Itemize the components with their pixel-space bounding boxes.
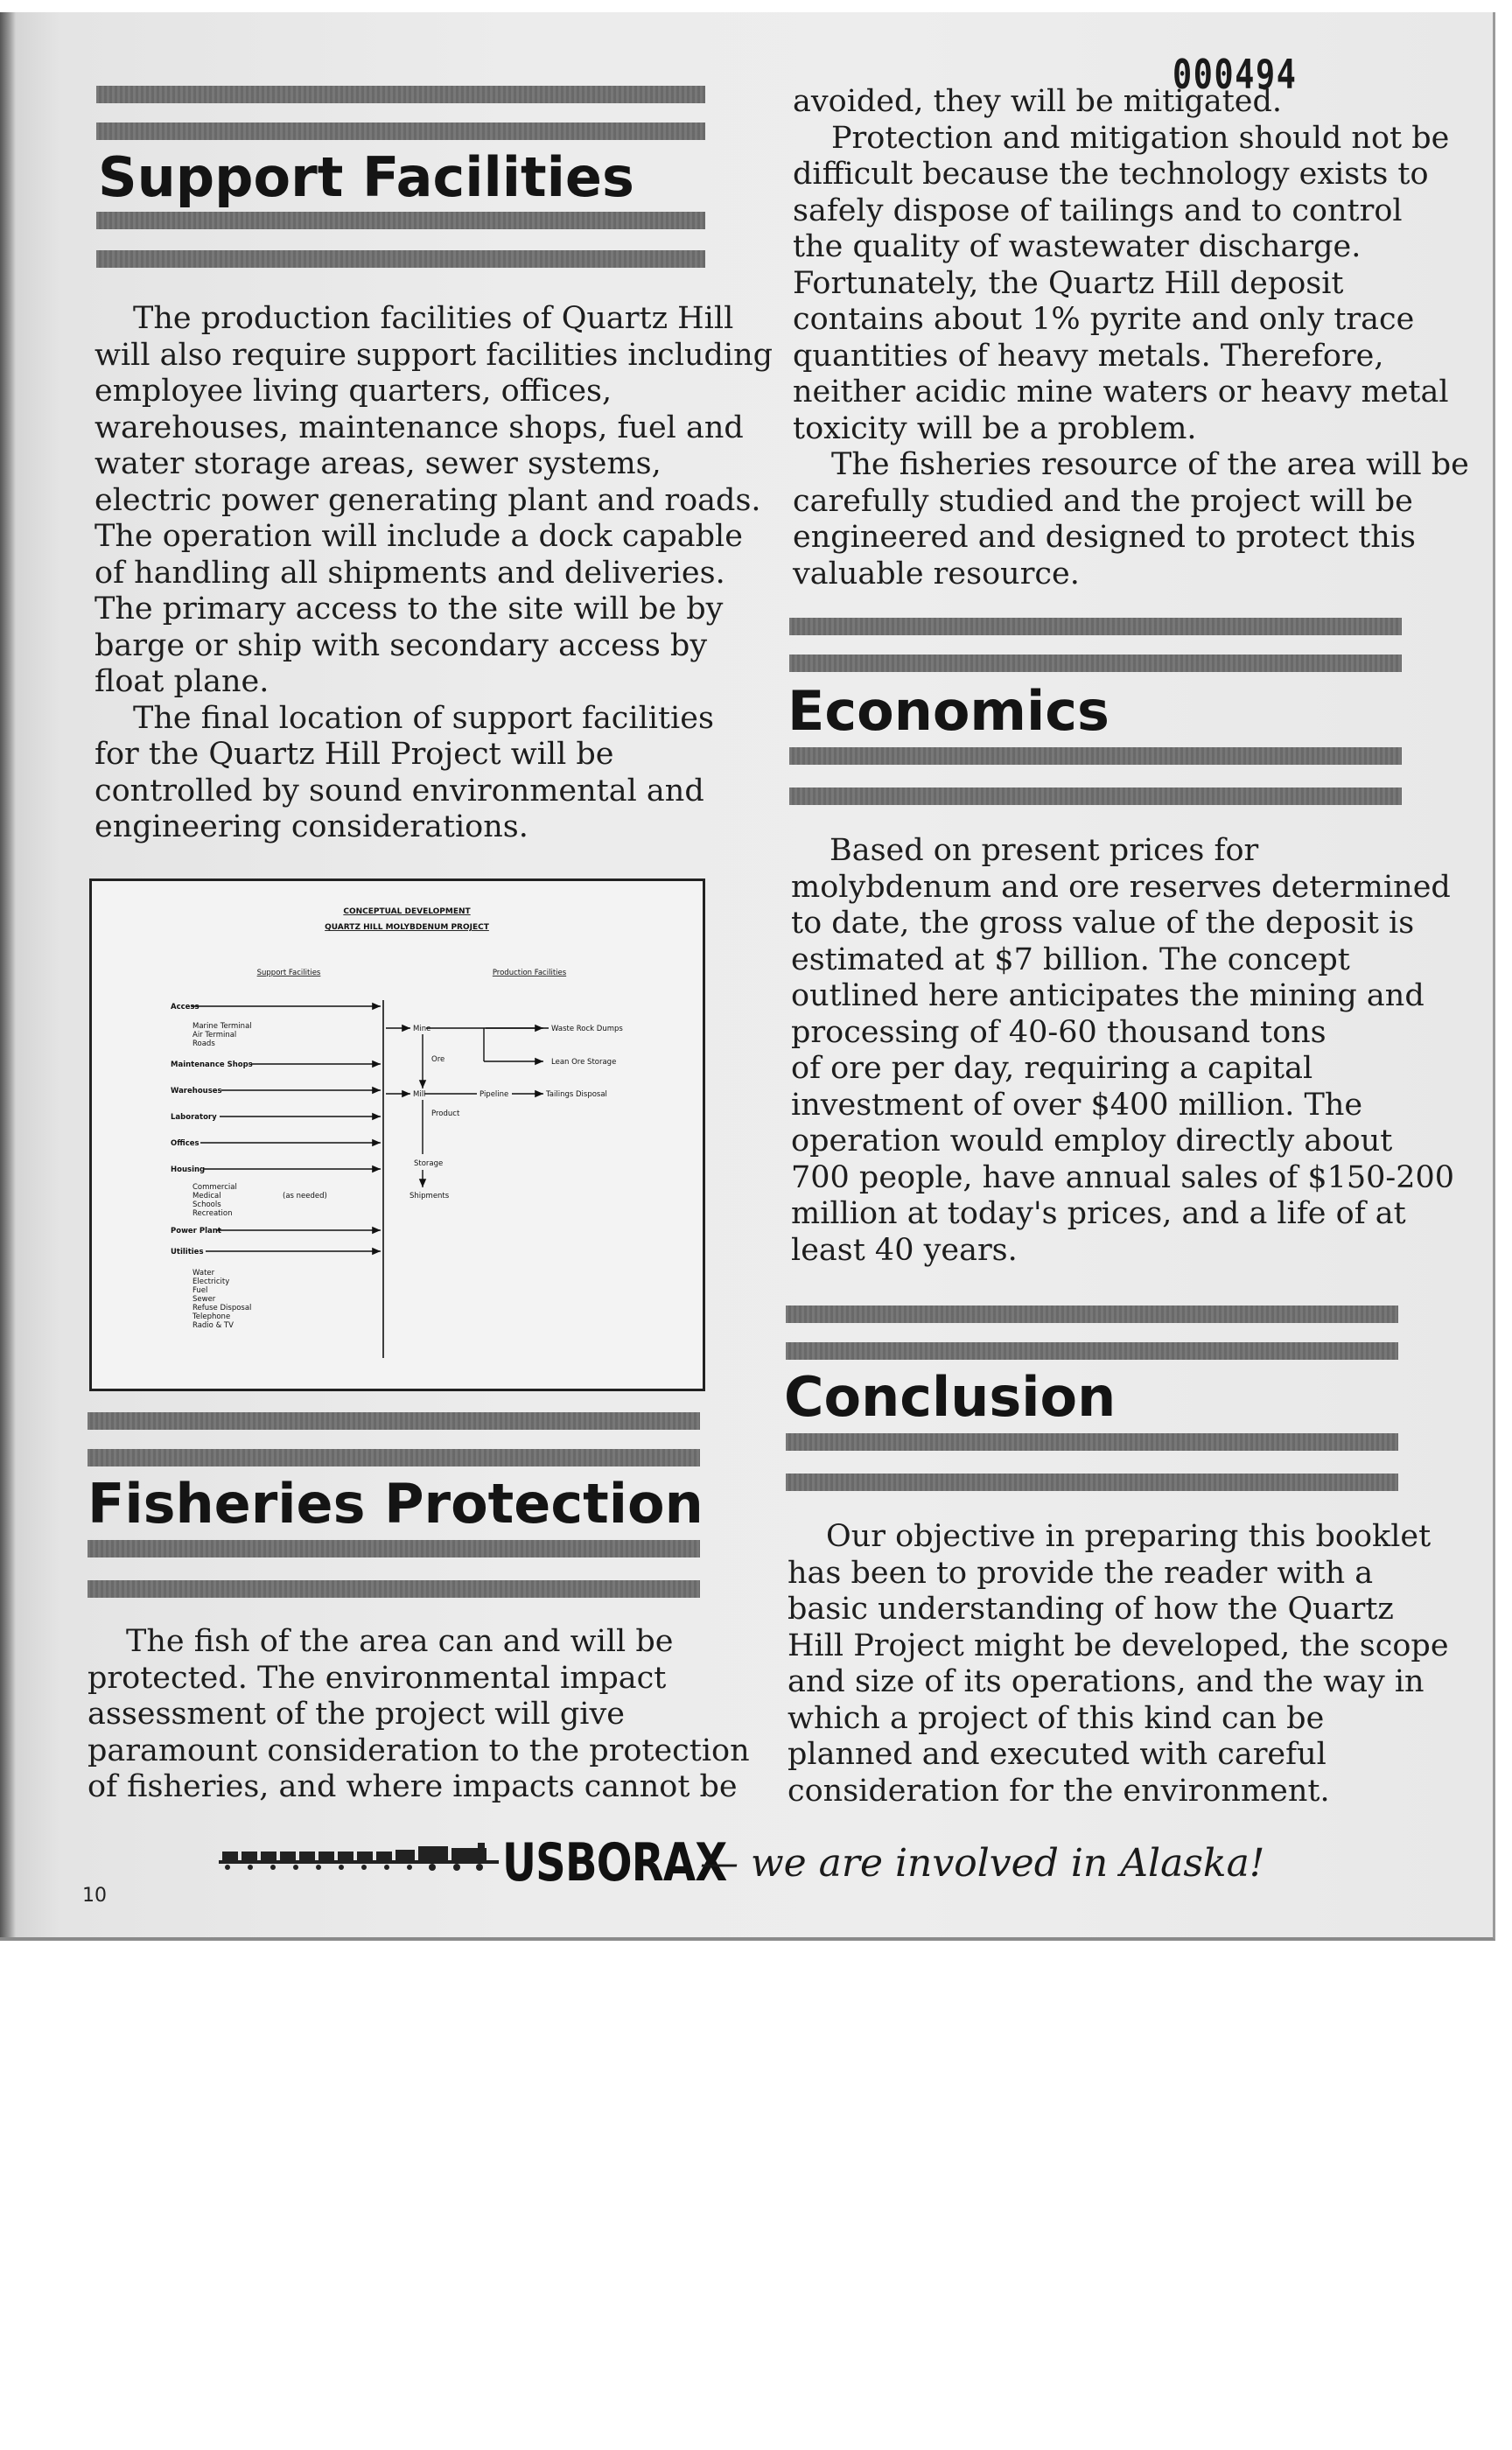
fisheries-protection-heading: Fisheries Protection (88, 1472, 704, 1536)
diagram-mine: Mine (413, 1025, 431, 1033)
diagram-sewer: Sewer (192, 1295, 216, 1304)
diagram-right-header: Production Facilities (492, 969, 567, 977)
diagram-lean-ore: Lean Ore Storage (551, 1058, 617, 1067)
economics-heading: Economics (788, 679, 1110, 743)
diagram-warehouses: Warehouses (171, 1087, 222, 1096)
diagram-marine-terminal: Marine Terminal (192, 1022, 252, 1031)
diagram-air-terminal: Air Terminal (192, 1031, 237, 1040)
heading-rule (789, 654, 1402, 672)
heading-rule (96, 86, 705, 103)
document-stamp-number: 000494 (1172, 51, 1298, 98)
conclusion-text: Our objective in preparing this booklet has been to provide the reader with a basic understanding of how the Quartz Hill Project might be developed, the scope and size of its operations, and the way in which a project of this kind can be planned and executed with careful consideration for the environment. (788, 1519, 1449, 1809)
diagram-maintenance: Maintenance Shops (171, 1060, 253, 1069)
fisheries-protection-text: The fish of the area can and will be protected. The environmental impact assessment of the project will give paramount consideration to the protection of fisheries, and where impacts cannot be (88, 1624, 750, 1804)
diagram-ore: Ore (431, 1055, 445, 1064)
heading-rule (96, 250, 705, 268)
diagram-title: CONCEPTUAL DEVELOPMENT (343, 907, 471, 916)
diagram-schools: Schools (192, 1200, 221, 1209)
diagram-utilities: Utilities (171, 1248, 204, 1256)
support-facilities-text: The production facilities of Quartz Hill will also require support facilities including employee living quarters, offices, warehouses, maintenance shops, fuel and water storage areas, sewer systems, electric power generating plant and roads. The operation will include a dock capable of handling all shipments and deliveries. The primary access to the site will be by barge or ship with secondary access by float plane. The final location of support facilities for the Quartz Hill Project will be controlled by sound environmental and engineering considerations. (94, 301, 774, 844)
booklet-page (0, 12, 1495, 1941)
conceptual-development-diagram (89, 878, 705, 1391)
diagram-fuel: Fuel (192, 1286, 208, 1295)
diagram-tailings: Tailings Disposal (546, 1090, 607, 1099)
diagram-storage: Storage (414, 1159, 444, 1168)
locomotive-train-logo (219, 1841, 499, 1876)
fisheries-continuation-text: avoided, they will be mitigated. Protection and mitigation should not be difficult because the technology exists to safely dispose of tailings and to control the quality of wastewater discharge. Fortunately, the Quartz Hill deposit contains about 1% pyrite and only trace quantities of heavy metals. Therefore, neither acidic mine waters or heavy metal toxicity will be a problem. The fisheries resource of the area will be carefully studied and the project will be engineered and designed to protect this valuable resource. (793, 84, 1469, 592)
diagram-product: Product (431, 1110, 460, 1118)
heading-rule (786, 1342, 1398, 1360)
diagram-medical: Medical (192, 1192, 221, 1200)
diagram-water: Water (192, 1269, 215, 1278)
heading-rule (96, 122, 705, 140)
heading-rule (88, 1449, 700, 1466)
diagram-commercial: Commercial (192, 1183, 237, 1192)
usborax-logo-text: USBORAX (502, 1832, 727, 1894)
diagram-shipments: Shipments (410, 1192, 450, 1200)
footer-tagline: — we are involved in Alaska! (700, 1841, 1265, 1886)
diagram-electricity: Electricity (192, 1278, 230, 1286)
diagram-pipeline: Pipeline (480, 1090, 509, 1099)
diagram-mill: Mill (413, 1090, 426, 1099)
heading-rule (96, 212, 705, 229)
economics-text: Based on present prices for molybdenum and ore reserves determined to date, the gross value of the deposit is estimated at $7 billion. The concept outlined here anticipates the mining and processing of 40-60 thousand tons of ore per day, requiring a capital investment of over $400 million. The operation would employ directly about 700 people, have annual sales of $150-200 million at today's prices, and a life of at least 40 years. (791, 833, 1455, 1268)
diagram-offices: Offices (171, 1139, 200, 1148)
heading-rule (88, 1580, 700, 1598)
diagram-telephone: Telephone (192, 1312, 231, 1321)
heading-rule (789, 788, 1402, 805)
diagram-recreation: Recreation (192, 1209, 233, 1218)
diagram-refuse-disposal: Refuse Disposal (192, 1304, 252, 1312)
diagram-roads: Roads (192, 1040, 215, 1048)
diagram-waste-rock: Waste Rock Dumps (551, 1025, 623, 1033)
heading-rule (786, 1433, 1398, 1451)
diagram-power-plant: Power Plant (171, 1227, 221, 1236)
diagram-left-header: Support Facilities (256, 969, 321, 977)
diagram-access: Access (171, 1003, 200, 1012)
diagram-subtitle: QUARTZ HILL MOLYBDENUM PROJECT (325, 923, 489, 932)
diagram-radio-tv: Radio & TV (192, 1321, 234, 1330)
diagram-housing: Housing (171, 1166, 206, 1174)
diagram-laboratory: Laboratory (171, 1113, 217, 1122)
support-facilities-heading: Support Facilities (98, 145, 634, 209)
heading-rule (789, 747, 1402, 765)
page-number: 10 (82, 1885, 107, 1907)
conclusion-heading: Conclusion (784, 1365, 1116, 1429)
heading-rule (789, 618, 1402, 635)
heading-rule (786, 1306, 1398, 1323)
heading-rule (786, 1474, 1398, 1491)
diagram-as-needed: (as needed) (283, 1192, 327, 1200)
heading-rule (88, 1540, 700, 1558)
heading-rule (88, 1412, 700, 1430)
